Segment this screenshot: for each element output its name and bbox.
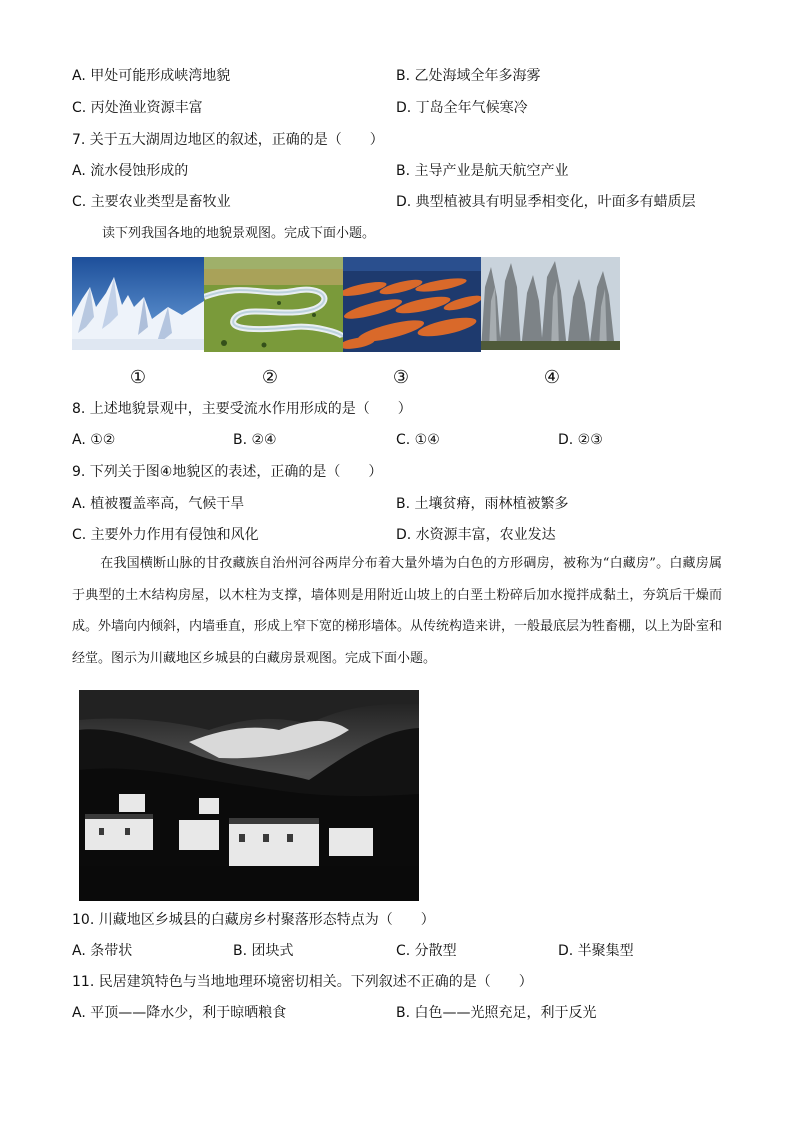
- q9-option-b: B. 土壤贫瘠，雨林植被繁多: [396, 496, 569, 512]
- q6-option-a: A. 甲处可能形成峡湾地貌: [72, 68, 231, 84]
- photo-label-2: ②: [261, 367, 279, 388]
- q9-option-c: C. 主要外力作用有侵蚀和风化: [72, 527, 259, 543]
- photo-label-1: ①: [129, 367, 147, 388]
- q11-option-b: B. 白色——光照充足，利于反光: [396, 1005, 597, 1021]
- q7-option-c: C. 主要农业类型是畜牧业: [72, 194, 231, 210]
- white-tibetan-house-passage: [72, 548, 722, 674]
- landform-photo-stone-forest: [481, 257, 620, 350]
- passage-text: 在我国横断山脉的甘孜藏族自治州河谷两岸分布着大量外墙为白色的方形碉房，被称为“白藏房”。白藏房属于典型的土木结构房屋，以木柱为支撑，墙体则是用附近山坡上的白垩土粉碎后加水搅拌成黏土，夯筑后干燥而成。外墙向内倾斜，内墙垂直，形成上窄下宽的梯形墙体。从传统构造来讲，一般最底层为牲畜棚，以上为卧室和经堂。图示为川藏地区乡城县的白藏房景观图。完成下面小题。: [72, 556, 723, 666]
- q9-option-a: A. 植被覆盖率高，气候干旱: [72, 496, 245, 512]
- q6-option-d: D. 丁岛全年气候寒冷: [396, 100, 528, 116]
- photo-label-3: ③: [392, 367, 410, 388]
- q10-option-c: C. 分散型: [396, 943, 457, 959]
- landform-intro: 读下列我国各地的地貌景观图。完成下面小题。: [102, 226, 376, 241]
- q10-option-b: B. 团块式: [233, 943, 294, 959]
- q8-option-c: C. ①④: [396, 432, 440, 448]
- photo-label-4: ④: [543, 367, 561, 388]
- q7-option-a: A. 流水侵蚀形成的: [72, 163, 189, 179]
- q9-stem: 9. 下列关于图④地貌区的表述，正确的是（ ）: [72, 464, 383, 480]
- q10-stem: 10. 川藏地区乡城县的白藏房乡村聚落形态特点为（ ）: [72, 912, 435, 928]
- q8-option-a: A. ①②: [72, 432, 116, 448]
- q8-stem: 8. 上述地貌景观中，主要受流水作用形成的是（ ）: [72, 401, 412, 417]
- landform-photo-meander: [204, 257, 343, 352]
- q6-option-c: C. 丙处渔业资源丰富: [72, 100, 203, 116]
- q7-option-b: B. 主导产业是航天航空产业: [396, 163, 569, 179]
- q7-stem: 7. 关于五大湖周边地区的叙述，正确的是（ ）: [72, 132, 384, 148]
- q11-stem: 11. 民居建筑特色与当地地理环境密切相关。下列叙述不正确的是（ ）: [72, 974, 533, 990]
- white-tibetan-house-photo: [79, 690, 419, 901]
- q10-option-d: D. 半聚集型: [558, 943, 634, 959]
- q7-option-d: D. 典型植被具有明显季相变化，叶面多有蜡质层: [396, 194, 696, 210]
- q8-option-b: B. ②④: [233, 432, 277, 448]
- landform-photo-glacier: [72, 257, 204, 350]
- q8-option-d: D. ②③: [558, 432, 603, 448]
- landform-photo-yardang: [343, 257, 481, 352]
- q11-option-a: A. 平顶——降水少，利于晾晒粮食: [72, 1005, 287, 1021]
- q10-option-a: A. 条带状: [72, 943, 133, 959]
- q9-option-d: D. 水资源丰富，农业发达: [396, 527, 556, 543]
- q6-option-b: B. 乙处海域全年多海雾: [396, 68, 541, 84]
